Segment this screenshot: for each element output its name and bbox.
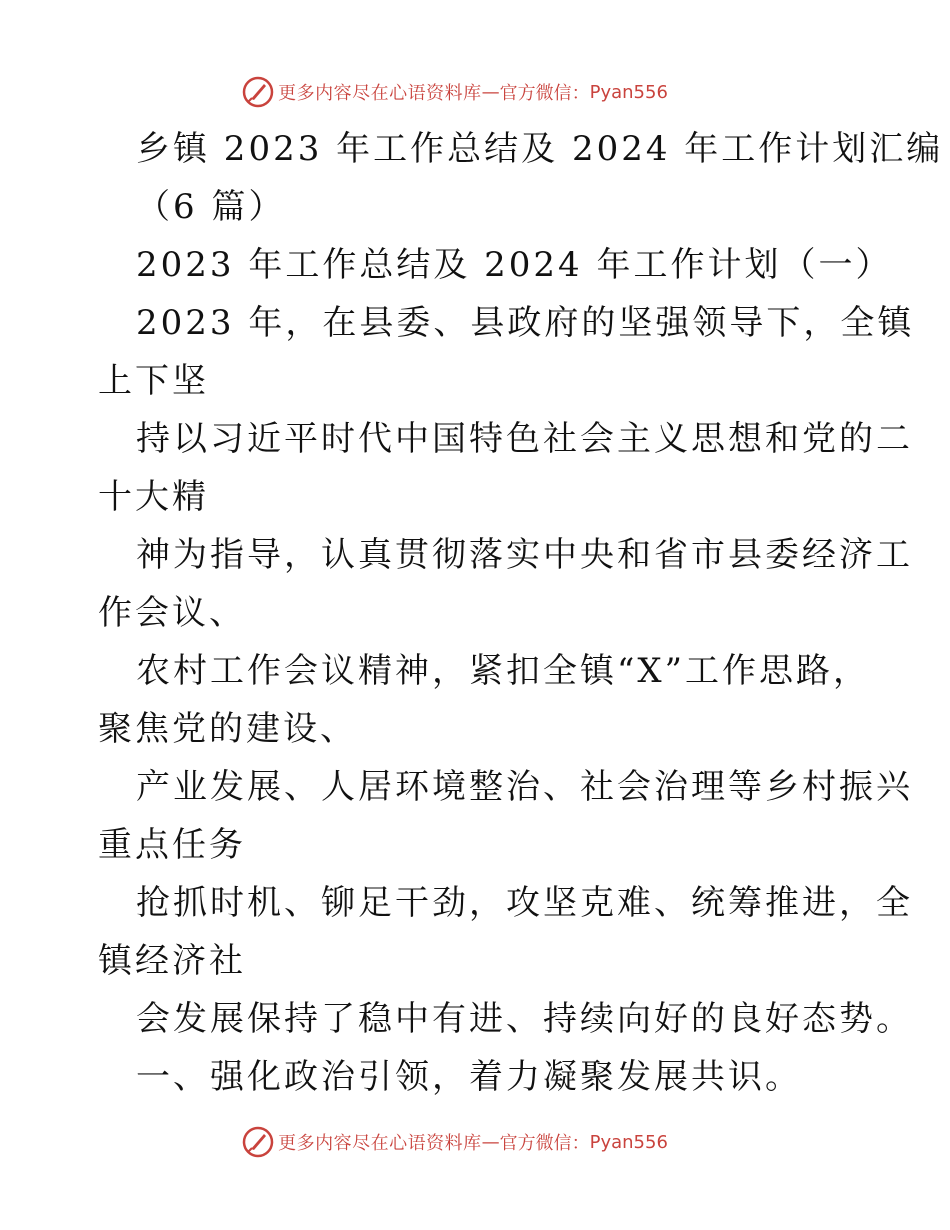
document-line: 会发展保持了稳中有进、持续向好的良好态势。 bbox=[136, 999, 913, 1039]
document-line: 作会议、 bbox=[98, 593, 246, 633]
document-line: 乡镇 2023 年工作总结及 2024 年工作计划汇编 bbox=[136, 129, 944, 169]
feather-pen-circle-icon bbox=[242, 76, 274, 108]
document-line: 抢抓时机、铆足干劲，攻坚克难、统筹推进，全 bbox=[136, 883, 913, 923]
footer-watermark bbox=[0, 1122, 950, 1162]
document-line: 神为指导，认真贯彻落实中央和省市县委经济工 bbox=[136, 535, 913, 575]
document-line: 2023 年，在县委、县政府的坚强领导下，全镇 bbox=[136, 303, 915, 343]
document-line: 持以习近平时代中国特色社会主义思想和党的二 bbox=[136, 419, 913, 459]
document-line: 重点任务 bbox=[98, 825, 246, 865]
document-line: 上下坚 bbox=[98, 361, 209, 401]
feather-pen-circle-icon bbox=[242, 1126, 274, 1158]
watermark-dash: — bbox=[481, 1131, 500, 1153]
header-watermark bbox=[0, 72, 950, 112]
watermark-text: 更多内容尽在心语资料库 bbox=[278, 83, 482, 104]
watermark-official: 官方微信： bbox=[499, 83, 590, 104]
document-body bbox=[98, 120, 944, 1106]
document-line: 2023 年工作总结及 2024 年工作计划（一） bbox=[136, 245, 893, 285]
watermark-official: 官方微信： bbox=[499, 1133, 590, 1154]
watermark-account: Pyan556 bbox=[589, 1131, 668, 1153]
watermark-account: Pyan556 bbox=[589, 81, 668, 103]
document-line: 农村工作会议精神，紧扣全镇“X”工作思路， bbox=[136, 651, 870, 691]
document-line: 一、强化政治引领，着力凝聚发展共识。 bbox=[136, 1057, 802, 1097]
document-line: 十大精 bbox=[98, 477, 209, 517]
document-line: （6 篇） bbox=[136, 187, 286, 227]
document-line: 产业发展、人居环境整治、社会治理等乡村振兴 bbox=[136, 767, 913, 807]
document-line: 镇经济社 bbox=[98, 941, 246, 981]
watermark-dash: — bbox=[481, 81, 500, 103]
watermark-text: 更多内容尽在心语资料库 bbox=[278, 1133, 482, 1154]
document-line: 聚焦党的建设、 bbox=[98, 709, 357, 749]
